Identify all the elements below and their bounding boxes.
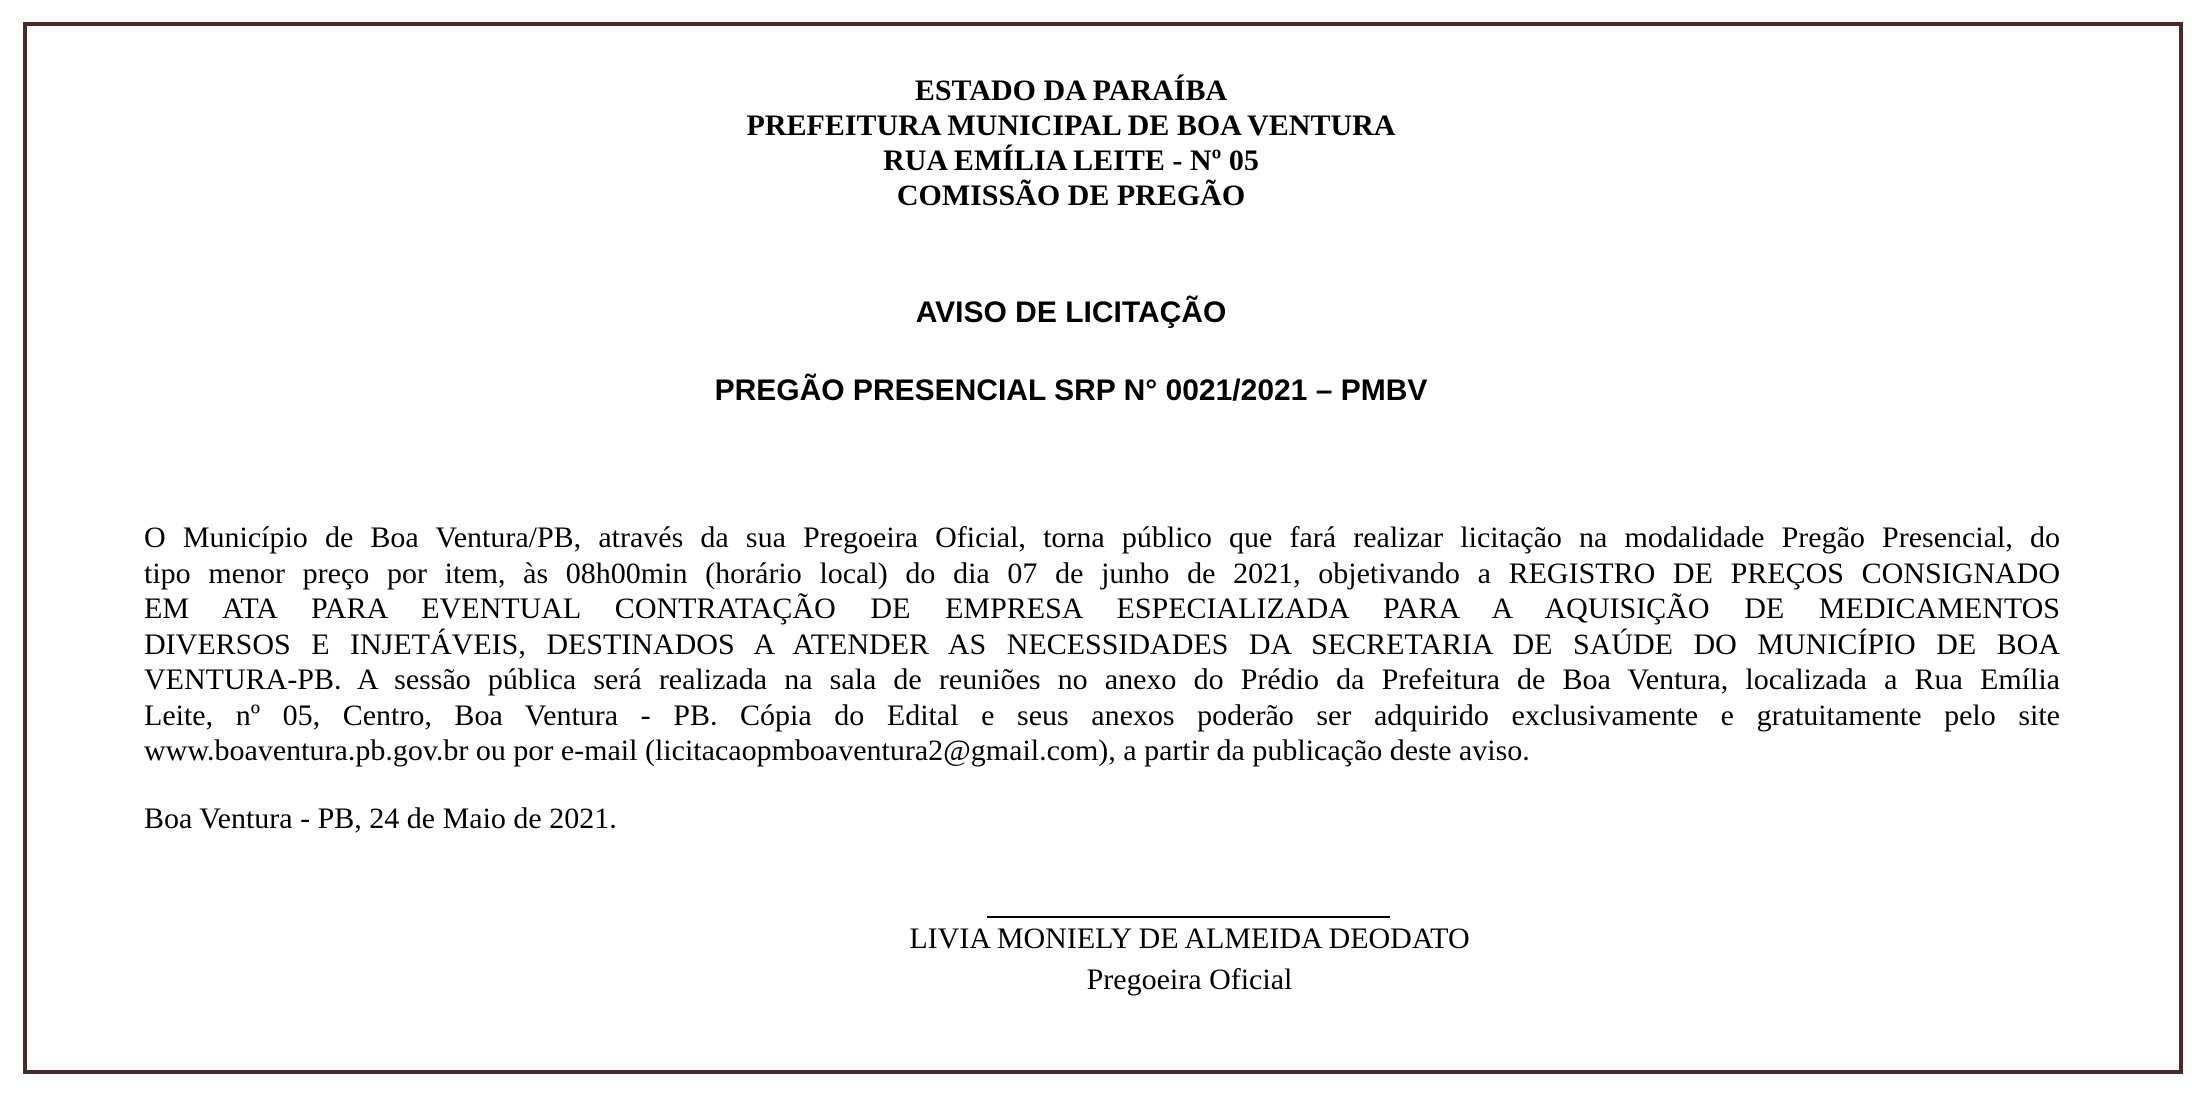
body-line: tipo menor preço por item, às 08h00min (horário local) do dia 07 de junho de 2021, objetivando a REGISTRO DE PREÇOS CONSIGNADO (144, 556, 2060, 590)
notice-subtitle: PREGÃO PRESENCIAL SRP N° 0021/2021 – PMBV (714, 374, 1428, 407)
notice-title: AVISO DE LICITAÇÃO (915, 296, 1227, 329)
header-municipality: PREFEITURA MUNICIPAL DE BOA VENTURA (746, 109, 1396, 142)
body-line: VENTURA-PB. A sessão pública será realizada na sala de reuniões no anexo do Prédio da Prefeitura de Boa Ventura, localizada a Rua Emília (144, 663, 2060, 696)
document-header (27, 73, 2115, 213)
document-frame (23, 22, 2183, 1074)
body-line: O Município de Boa Ventura/PB, através da sua Pregoeira Oficial, torna público que fará realizar licitação na modalidade Pregão Presencial, do (144, 521, 2060, 554)
notice-body (144, 520, 2060, 769)
header-state: ESTADO DA PARAÍBA (914, 74, 1228, 107)
body-line: www.boaventura.pb.gov.br ou por e-mail (licitacaopmboaventura2@gmail.com), a partir da publicação deste aviso. (144, 734, 1530, 767)
body-line: EM ATA PARA EVENTUAL CONTRATAÇÃO DE EMPRESA ESPECIALIZADA PARA A AQUISIÇÃO DE MEDICAMENTOS (144, 592, 2060, 625)
date-line: Boa Ventura - PB, 24 de Maio de 2021. (144, 802, 617, 835)
header-commission: COMISSÃO DE PREGÃO (896, 179, 1246, 212)
body-line: DIVERSOS E INJETÁVEIS, DESTINADOS A ATENDER AS NECESSIDADES DA SECRETARIA DE SAÚDE DO MUNICÍPIO DE BOA (144, 627, 2060, 661)
body-line: Leite, nº 05, Centro, Boa Ventura - PB. Cópia do Edital e seus anexos poderão ser adquirido exclusivamente e gratuitamente pelo site (144, 698, 2060, 732)
signature-line (987, 916, 1390, 918)
header-address: RUA EMÍLIA LEITE - Nº 05 (883, 144, 1259, 177)
signer-role: Pregoeira Oficial (1086, 963, 1293, 996)
signer-name: LIVIA MONIELY DE ALMEIDA DEODATO (909, 922, 1470, 955)
